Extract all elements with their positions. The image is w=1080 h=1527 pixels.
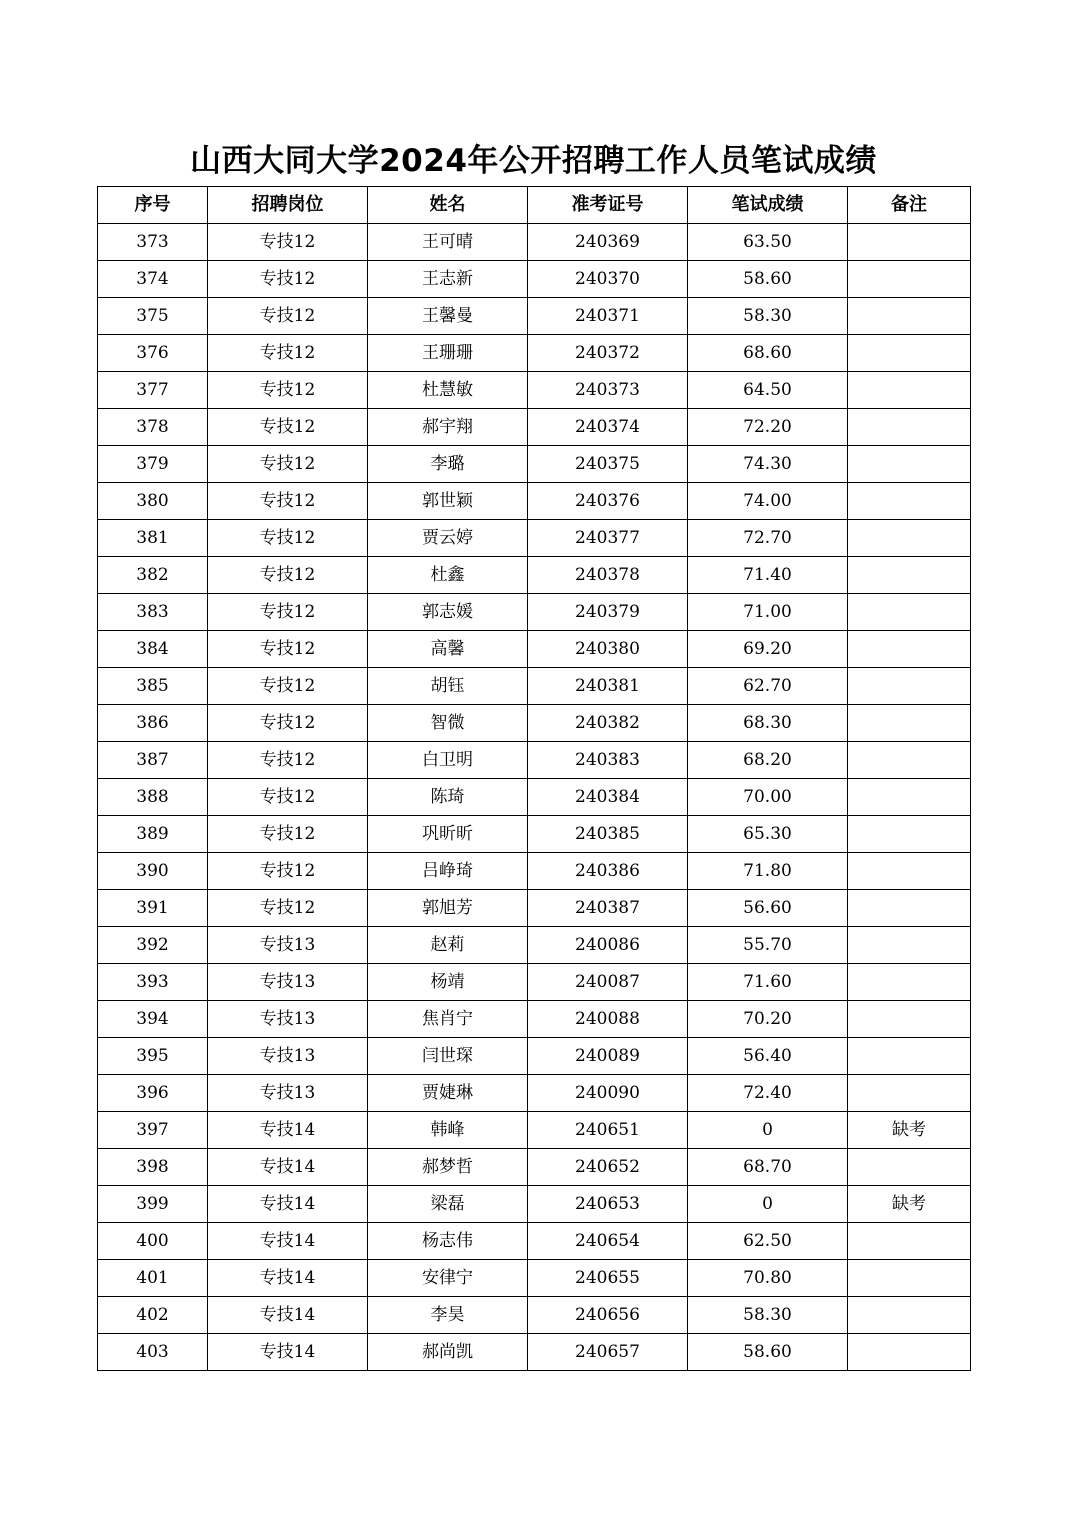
table-row: [98, 779, 971, 816]
cell-score: 72.40: [688, 1075, 848, 1112]
cell-post: 专技14: [208, 1334, 368, 1371]
cell-note: [848, 520, 971, 557]
cell-name: 巩昕昕: [368, 816, 528, 853]
cell-seq: 389: [98, 816, 208, 853]
cell-ticket: 240370: [528, 261, 688, 298]
table-row: [98, 1260, 971, 1297]
cell-note: [848, 594, 971, 631]
header-name: 姓名: [368, 187, 528, 224]
table-row: [98, 742, 971, 779]
cell-ticket: 240386: [528, 853, 688, 890]
cell-name: 李昊: [368, 1297, 528, 1334]
cell-note: [848, 1297, 971, 1334]
cell-score: 71.00: [688, 594, 848, 631]
table-row: [98, 520, 971, 557]
header-ticket: 准考证号: [528, 187, 688, 224]
cell-ticket: 240383: [528, 742, 688, 779]
table-row: [98, 594, 971, 631]
cell-score: 58.60: [688, 1334, 848, 1371]
cell-ticket: 240651: [528, 1112, 688, 1149]
table-row: [98, 1001, 971, 1038]
header-score: 笔试成绩: [688, 187, 848, 224]
cell-name: 郭志媛: [368, 594, 528, 631]
cell-score: 74.30: [688, 446, 848, 483]
cell-ticket: 240654: [528, 1223, 688, 1260]
cell-post: 专技14: [208, 1223, 368, 1260]
cell-post: 专技14: [208, 1112, 368, 1149]
table-body: [98, 224, 971, 1371]
cell-seq: 391: [98, 890, 208, 927]
cell-name: 高馨: [368, 631, 528, 668]
cell-note: [848, 705, 971, 742]
cell-name: 李璐: [368, 446, 528, 483]
cell-note: [848, 1223, 971, 1260]
cell-seq: 397: [98, 1112, 208, 1149]
cell-note: [848, 446, 971, 483]
cell-score: 56.60: [688, 890, 848, 927]
cell-post: 专技12: [208, 779, 368, 816]
cell-score: 68.60: [688, 335, 848, 372]
table-row: [98, 1075, 971, 1112]
cell-ticket: 240086: [528, 927, 688, 964]
cell-post: 专技13: [208, 964, 368, 1001]
cell-ticket: 240657: [528, 1334, 688, 1371]
cell-note: [848, 964, 971, 1001]
cell-name: 安律宁: [368, 1260, 528, 1297]
cell-seq: 373: [98, 224, 208, 261]
cell-ticket: 240387: [528, 890, 688, 927]
cell-note: [848, 927, 971, 964]
cell-score: 70.20: [688, 1001, 848, 1038]
cell-post: 专技12: [208, 372, 368, 409]
cell-ticket: 240369: [528, 224, 688, 261]
cell-name: 陈琦: [368, 779, 528, 816]
cell-post: 专技13: [208, 1001, 368, 1038]
cell-seq: 396: [98, 1075, 208, 1112]
cell-score: 0: [688, 1112, 848, 1149]
cell-name: 韩峰: [368, 1112, 528, 1149]
cell-post: 专技13: [208, 1038, 368, 1075]
cell-note: [848, 1038, 971, 1075]
table-row: [98, 446, 971, 483]
cell-note: [848, 224, 971, 261]
cell-note: [848, 372, 971, 409]
cell-score: 68.70: [688, 1149, 848, 1186]
cell-ticket: 240371: [528, 298, 688, 335]
cell-note: 缺考: [848, 1186, 971, 1223]
cell-score: 0: [688, 1186, 848, 1223]
cell-note: [848, 853, 971, 890]
table-row: [98, 890, 971, 927]
table-row: [98, 483, 971, 520]
table-row: [98, 927, 971, 964]
cell-score: 71.80: [688, 853, 848, 890]
cell-note: [848, 779, 971, 816]
cell-ticket: 240382: [528, 705, 688, 742]
table-row: [98, 335, 971, 372]
cell-note: [848, 557, 971, 594]
cell-post: 专技14: [208, 1186, 368, 1223]
cell-post: 专技14: [208, 1260, 368, 1297]
cell-note: 缺考: [848, 1112, 971, 1149]
cell-score: 58.30: [688, 1297, 848, 1334]
cell-seq: 380: [98, 483, 208, 520]
cell-seq: 398: [98, 1149, 208, 1186]
cell-seq: 394: [98, 1001, 208, 1038]
cell-score: 58.60: [688, 261, 848, 298]
table-row: [98, 372, 971, 409]
score-table: [97, 186, 971, 1371]
cell-name: 赵莉: [368, 927, 528, 964]
cell-note: [848, 335, 971, 372]
cell-name: 闫世琛: [368, 1038, 528, 1075]
table-row: [98, 1223, 971, 1260]
cell-score: 72.20: [688, 409, 848, 446]
cell-post: 专技13: [208, 927, 368, 964]
cell-ticket: 240381: [528, 668, 688, 705]
cell-note: [848, 298, 971, 335]
cell-seq: 401: [98, 1260, 208, 1297]
table-row: [98, 705, 971, 742]
table-row: [98, 668, 971, 705]
cell-seq: 383: [98, 594, 208, 631]
cell-note: [848, 1334, 971, 1371]
cell-seq: 390: [98, 853, 208, 890]
table-row: [98, 816, 971, 853]
cell-seq: 395: [98, 1038, 208, 1075]
cell-score: 63.50: [688, 224, 848, 261]
cell-name: 郝尚凯: [368, 1334, 528, 1371]
cell-name: 梁磊: [368, 1186, 528, 1223]
cell-post: 专技14: [208, 1297, 368, 1334]
cell-name: 王志新: [368, 261, 528, 298]
cell-note: [848, 668, 971, 705]
table-row: [98, 1297, 971, 1334]
cell-score: 71.60: [688, 964, 848, 1001]
cell-name: 郝梦哲: [368, 1149, 528, 1186]
cell-post: 专技12: [208, 261, 368, 298]
cell-name: 智微: [368, 705, 528, 742]
cell-post: 专技12: [208, 520, 368, 557]
cell-seq: 388: [98, 779, 208, 816]
cell-ticket: 240087: [528, 964, 688, 1001]
cell-ticket: 240380: [528, 631, 688, 668]
table-row: [98, 557, 971, 594]
cell-ticket: 240378: [528, 557, 688, 594]
table-row: [98, 1038, 971, 1075]
cell-seq: 393: [98, 964, 208, 1001]
table-row: [98, 853, 971, 890]
cell-ticket: 240384: [528, 779, 688, 816]
table-row: [98, 1112, 971, 1149]
cell-post: 专技12: [208, 705, 368, 742]
cell-score: 55.70: [688, 927, 848, 964]
cell-name: 杨志伟: [368, 1223, 528, 1260]
table-row: [98, 1186, 971, 1223]
table-row: [98, 224, 971, 261]
header-post: 招聘岗位: [208, 187, 368, 224]
cell-seq: 374: [98, 261, 208, 298]
table-row: [98, 1334, 971, 1371]
cell-ticket: 240385: [528, 816, 688, 853]
cell-seq: 381: [98, 520, 208, 557]
cell-name: 郭旭芳: [368, 890, 528, 927]
cell-note: [848, 742, 971, 779]
cell-post: 专技12: [208, 742, 368, 779]
cell-score: 62.70: [688, 668, 848, 705]
cell-post: 专技12: [208, 409, 368, 446]
cell-ticket: 240090: [528, 1075, 688, 1112]
cell-post: 专技13: [208, 1075, 368, 1112]
cell-post: 专技12: [208, 298, 368, 335]
cell-seq: 385: [98, 668, 208, 705]
cell-name: 郝宇翔: [368, 409, 528, 446]
cell-seq: 375: [98, 298, 208, 335]
cell-note: [848, 1075, 971, 1112]
cell-score: 65.30: [688, 816, 848, 853]
table-row: [98, 409, 971, 446]
cell-seq: 392: [98, 927, 208, 964]
cell-seq: 403: [98, 1334, 208, 1371]
cell-post: 专技14: [208, 1149, 368, 1186]
cell-name: 杜慧敏: [368, 372, 528, 409]
cell-post: 专技12: [208, 446, 368, 483]
cell-ticket: 240377: [528, 520, 688, 557]
table-row: [98, 298, 971, 335]
cell-note: [848, 1260, 971, 1297]
page-title: 山西大同大学2024年公开招聘工作人员笔试成绩: [190, 143, 877, 179]
header-seq: 序号: [98, 187, 208, 224]
cell-ticket: 240653: [528, 1186, 688, 1223]
cell-ticket: 240375: [528, 446, 688, 483]
cell-seq: 402: [98, 1297, 208, 1334]
cell-note: [848, 890, 971, 927]
cell-ticket: 240088: [528, 1001, 688, 1038]
cell-post: 专技12: [208, 668, 368, 705]
cell-name: 胡钰: [368, 668, 528, 705]
cell-name: 贾婕琳: [368, 1075, 528, 1112]
cell-score: 62.50: [688, 1223, 848, 1260]
cell-seq: 377: [98, 372, 208, 409]
cell-ticket: 240376: [528, 483, 688, 520]
cell-name: 白卫明: [368, 742, 528, 779]
cell-ticket: 240373: [528, 372, 688, 409]
cell-ticket: 240655: [528, 1260, 688, 1297]
cell-seq: 384: [98, 631, 208, 668]
cell-post: 专技12: [208, 483, 368, 520]
cell-score: 70.00: [688, 779, 848, 816]
cell-seq: 379: [98, 446, 208, 483]
cell-name: 吕峥琦: [368, 853, 528, 890]
cell-score: 74.00: [688, 483, 848, 520]
cell-seq: 382: [98, 557, 208, 594]
cell-post: 专技12: [208, 631, 368, 668]
cell-note: [848, 631, 971, 668]
cell-seq: 399: [98, 1186, 208, 1223]
cell-post: 专技12: [208, 816, 368, 853]
cell-post: 专技12: [208, 594, 368, 631]
cell-ticket: 240372: [528, 335, 688, 372]
cell-name: 杨靖: [368, 964, 528, 1001]
table-row: [98, 261, 971, 298]
cell-score: 68.20: [688, 742, 848, 779]
cell-name: 焦肖宁: [368, 1001, 528, 1038]
cell-ticket: 240374: [528, 409, 688, 446]
cell-name: 王珊珊: [368, 335, 528, 372]
cell-name: 郭世颖: [368, 483, 528, 520]
table-row: [98, 631, 971, 668]
cell-score: 70.80: [688, 1260, 848, 1297]
cell-ticket: 240656: [528, 1297, 688, 1334]
cell-seq: 400: [98, 1223, 208, 1260]
cell-score: 56.40: [688, 1038, 848, 1075]
cell-note: [848, 1001, 971, 1038]
cell-seq: 386: [98, 705, 208, 742]
cell-post: 专技12: [208, 890, 368, 927]
cell-seq: 376: [98, 335, 208, 372]
cell-name: 王可晴: [368, 224, 528, 261]
cell-name: 王馨曼: [368, 298, 528, 335]
cell-score: 68.30: [688, 705, 848, 742]
cell-score: 69.20: [688, 631, 848, 668]
cell-score: 64.50: [688, 372, 848, 409]
cell-note: [848, 409, 971, 446]
cell-post: 专技12: [208, 335, 368, 372]
table-row: [98, 1149, 971, 1186]
cell-post: 专技12: [208, 224, 368, 261]
table-row: [98, 964, 971, 1001]
cell-ticket: 240379: [528, 594, 688, 631]
cell-post: 专技12: [208, 853, 368, 890]
cell-seq: 378: [98, 409, 208, 446]
cell-ticket: 240652: [528, 1149, 688, 1186]
header-note: 备注: [848, 187, 971, 224]
cell-name: 贾云婷: [368, 520, 528, 557]
cell-note: [848, 261, 971, 298]
cell-note: [848, 816, 971, 853]
cell-ticket: 240089: [528, 1038, 688, 1075]
cell-score: 72.70: [688, 520, 848, 557]
cell-name: 杜鑫: [368, 557, 528, 594]
cell-score: 58.30: [688, 298, 848, 335]
cell-note: [848, 1149, 971, 1186]
header-row: [98, 187, 971, 224]
cell-seq: 387: [98, 742, 208, 779]
cell-score: 71.40: [688, 557, 848, 594]
cell-note: [848, 483, 971, 520]
cell-post: 专技12: [208, 557, 368, 594]
